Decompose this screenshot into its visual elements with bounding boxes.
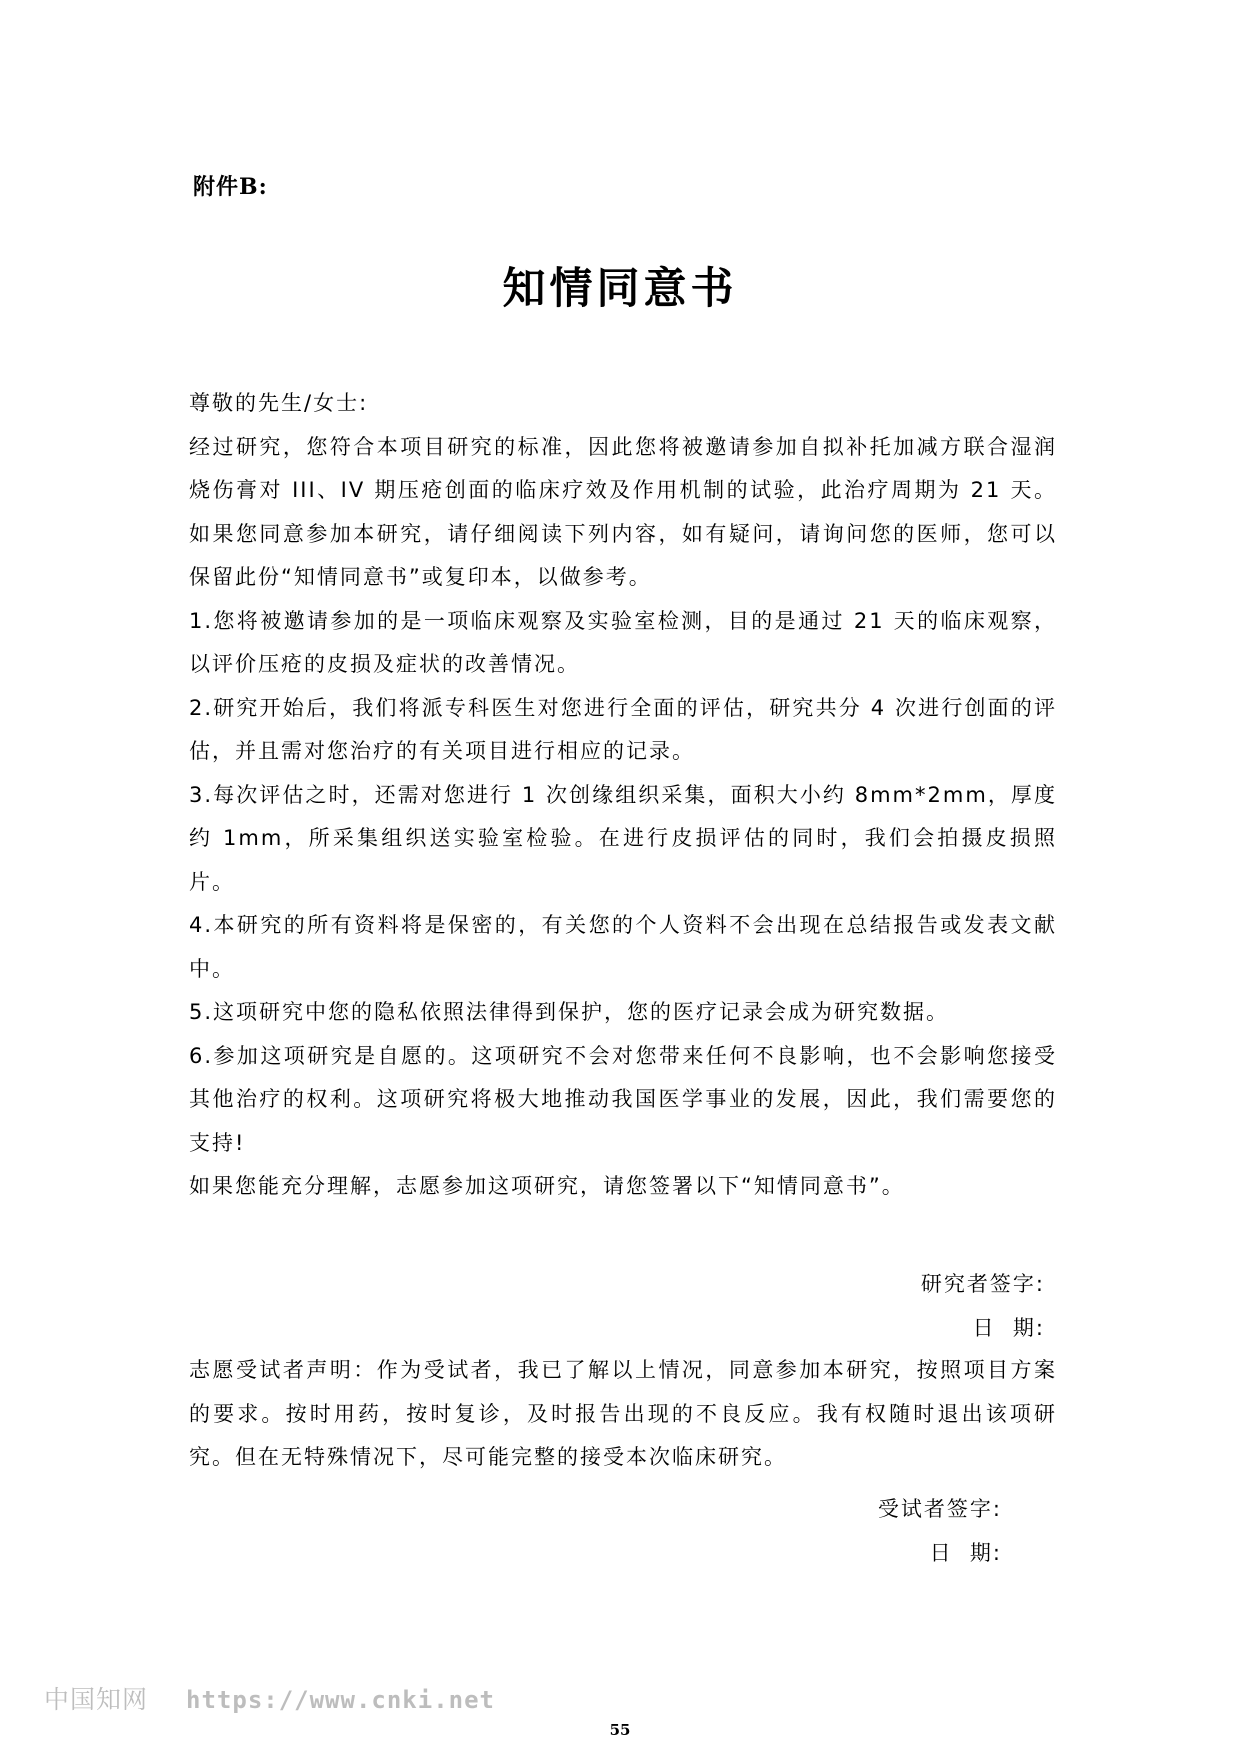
greeting: 尊敬的先生/女士: bbox=[189, 391, 369, 415]
watermark-cn-text: 中国知网 bbox=[44, 1685, 149, 1714]
subject-signature-label: 受试者签字: bbox=[877, 1497, 1002, 1521]
researcher-signature-label: 研究者签字: bbox=[920, 1272, 1045, 1296]
subject-statement: 志愿受试者声明：作为受试者，我已了解以上情况，同意参加本研究，按照项目方案的要求。按时用药，按时复诊，及时报告出现的不良反应。我有权随时退出该项研究。但在无特殊情况下，尽可能完整的接受本次临床研究。 bbox=[189, 1358, 1057, 1469]
paragraph-closing: 如果您能充分理解，志愿参加这项研究，请您签署以下“知情同意书”。 bbox=[189, 1174, 905, 1198]
subject-statement-block bbox=[189, 1349, 1057, 1480]
paragraph-item-6: 6.参加这项研究是自愿的。这项研究不会对您带来任何不良影响，也不会影响您接受其他治疗的权利。这项研究将极大地推动我国医学事业的发展，因此，我们需要您的支持! bbox=[189, 1043, 1057, 1155]
document-title: 知情同意书 bbox=[502, 264, 738, 314]
subject-date-label: 日 期: bbox=[929, 1541, 1002, 1565]
consent-body bbox=[189, 382, 1057, 1209]
paragraph-item-3: 3.每次评估之时，还需对您进行 1 次创缘组织采集，面积大小约 8mm*2mm，厚度约 1mm，所采集组织送实验室检验。在进行皮损评估的同时，我们会拍摄皮损照片。 bbox=[189, 782, 1057, 894]
paragraph-item-4: 4.本研究的所有资料将是保密的，有关您的个人资料不会出现在总结报告或发表文献中。 bbox=[189, 913, 1057, 981]
paragraph-item-2: 2.研究开始后，我们将派专科医生对您进行全面的评估，研究共分 4 次进行创面的评估，并且需对您治疗的有关项目进行相应的记录。 bbox=[189, 695, 1057, 763]
watermark-url: https://www.cnki.net bbox=[186, 1686, 495, 1714]
paragraph-item-1: 1.您将被邀请参加的是一项临床观察及实验室检测，目的是通过 21 天的临床观察，以评价压疮的皮损及症状的改善情况。 bbox=[189, 608, 1057, 676]
paragraph-intro: 经过研究，您符合本项目研究的标准，因此您将被邀请参加自拟补托加减方联合湿润烧伤膏对 III、IV 期压疮创面的临床疗效及作用机制的试验，此治疗周期为 21 天。如果您同意参加本研究，请仔细阅读下列内容，如有疑问，请询问您的医师，您可以保留此份“知情同意书”或复印本，以做参考。 bbox=[189, 434, 1057, 589]
attachment-label: 附件B: bbox=[193, 174, 268, 200]
paragraph-item-5: 5.这项研究中您的隐私依照法律得到保护，您的医疗记录会成为研究数据。 bbox=[189, 1000, 950, 1024]
researcher-date-label: 日 期: bbox=[972, 1316, 1045, 1340]
page-number: 55 bbox=[609, 1721, 631, 1739]
cnki-watermark bbox=[44, 1680, 495, 1716]
